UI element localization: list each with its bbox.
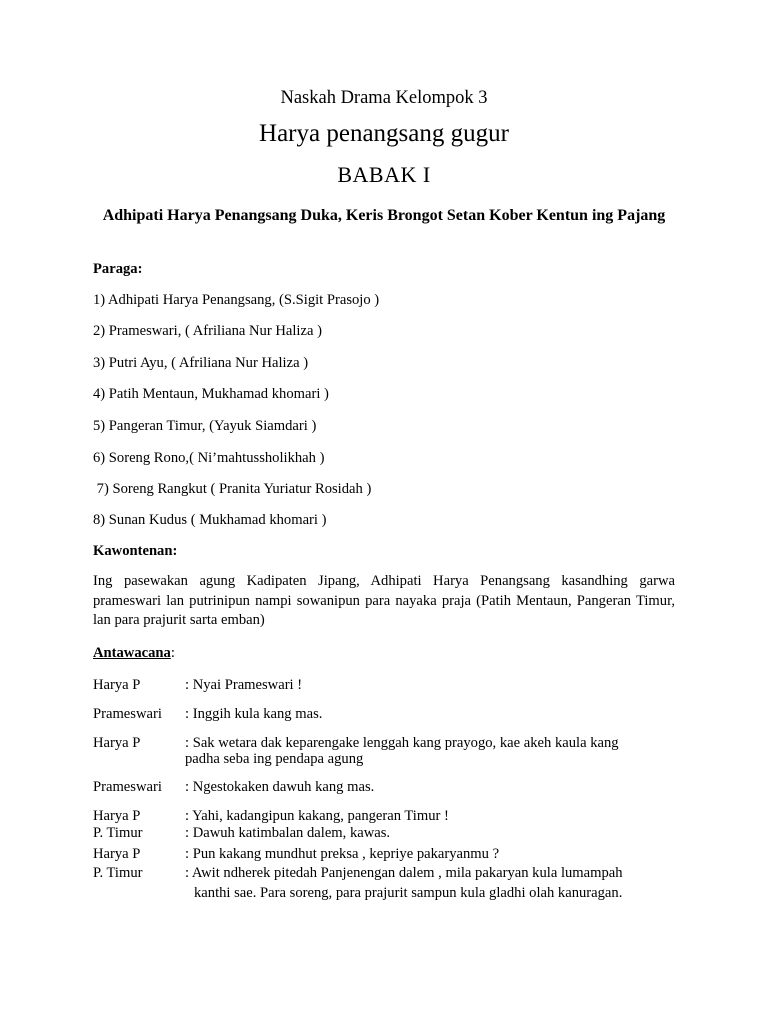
cast-item: 3) Putri Ayu, ( Afriliana Nur Haliza ) [93, 355, 309, 371]
dialogue-speaker: Harya P [93, 735, 141, 751]
scene-subtitle: Adhipati Harya Penangsang Duka, Keris Brongot Setan Kober Kentun ing Pajang [102, 207, 666, 224]
dialogue-text: : Yahi, kadangipun kakang, pangeran Timur ! [185, 808, 449, 824]
dialogue-speaker: Prameswari [93, 706, 162, 722]
drama-title: Harya penangsang gugur [259, 120, 509, 147]
kawontenan-heading: Kawontenan: [93, 543, 178, 559]
cast-item: 8) Sunan Kudus ( Mukhamad khomari ) [93, 512, 327, 528]
dialogue-text: : Nyai Prameswari ! [185, 677, 303, 693]
antawacana-colon: : [170, 645, 175, 661]
cast-item: 1) Adhipati Harya Penangsang, (S.Sigit Prasojo ) [93, 292, 380, 308]
dialogue-continuation: padha seba ing pendapa agung [185, 751, 364, 767]
dialogue-speaker: Harya P [93, 808, 141, 824]
dialogue-speaker: Harya P [93, 677, 141, 693]
dialogue-continuation: kanthi sae. Para soreng, para prajurit sampun kula gladhi olah kanuragan. [194, 885, 623, 901]
cast-item: 4) Patih Mentaun, Mukhamad khomari ) [93, 386, 329, 402]
cast-item: 5) Pangeran Timur, (Yayuk Siamdari ) [93, 418, 317, 434]
dialogue-speaker: Prameswari [93, 779, 162, 795]
cast-item: 7) Soreng Rangkut ( Pranita Yuriatur Rosidah ) [93, 481, 372, 497]
act-heading: BABAK I [337, 162, 431, 187]
cast-item: 2) Prameswari, ( Afriliana Nur Haliza ) [93, 323, 322, 339]
dialogue-text: : Pun kakang mundhut preksa , kepriye pakaryanmu ? [185, 846, 500, 862]
dialogue-text: : Inggih kula kang mas. [185, 706, 323, 722]
antawacana-heading-wrap [93, 645, 175, 662]
dialogue-speaker: Harya P [93, 846, 141, 862]
document-heading: Naskah Drama Kelompok 3 [280, 88, 488, 108]
cast-item: 6) Soreng Rono,( Ni’mahtussholikhah ) [93, 450, 325, 466]
paraga-heading: Paraga: [93, 261, 143, 277]
dialogue-text: : Sak wetara dak keparengake lenggah kang prayogo, kae akeh kaula kang [185, 735, 619, 751]
antawacana-heading: Antawacana [93, 645, 171, 661]
dialogue-speaker: P. Timur [93, 825, 143, 841]
dialogue-text: : Awit ndherek pitedah Panjenengan dalem , mila pakaryan kula lumampah [185, 865, 623, 881]
kawontenan-paragraph: Ing pasewakan agung Kadipaten Jipang, Adhipati Harya Penangsang kasandhing garwa prameswari lan putrinipun nampi sowanipun para nayaka praja (Patih Mentaun, Pangeran Timur, lan para prajurit sarta emban) [93, 573, 675, 628]
dialogue-speaker: P. Timur [93, 865, 143, 881]
dialogue-text: : Dawuh katimbalan dalem, kawas. [185, 825, 391, 841]
dialogue-text: : Ngestokaken dawuh kang mas. [185, 779, 375, 795]
